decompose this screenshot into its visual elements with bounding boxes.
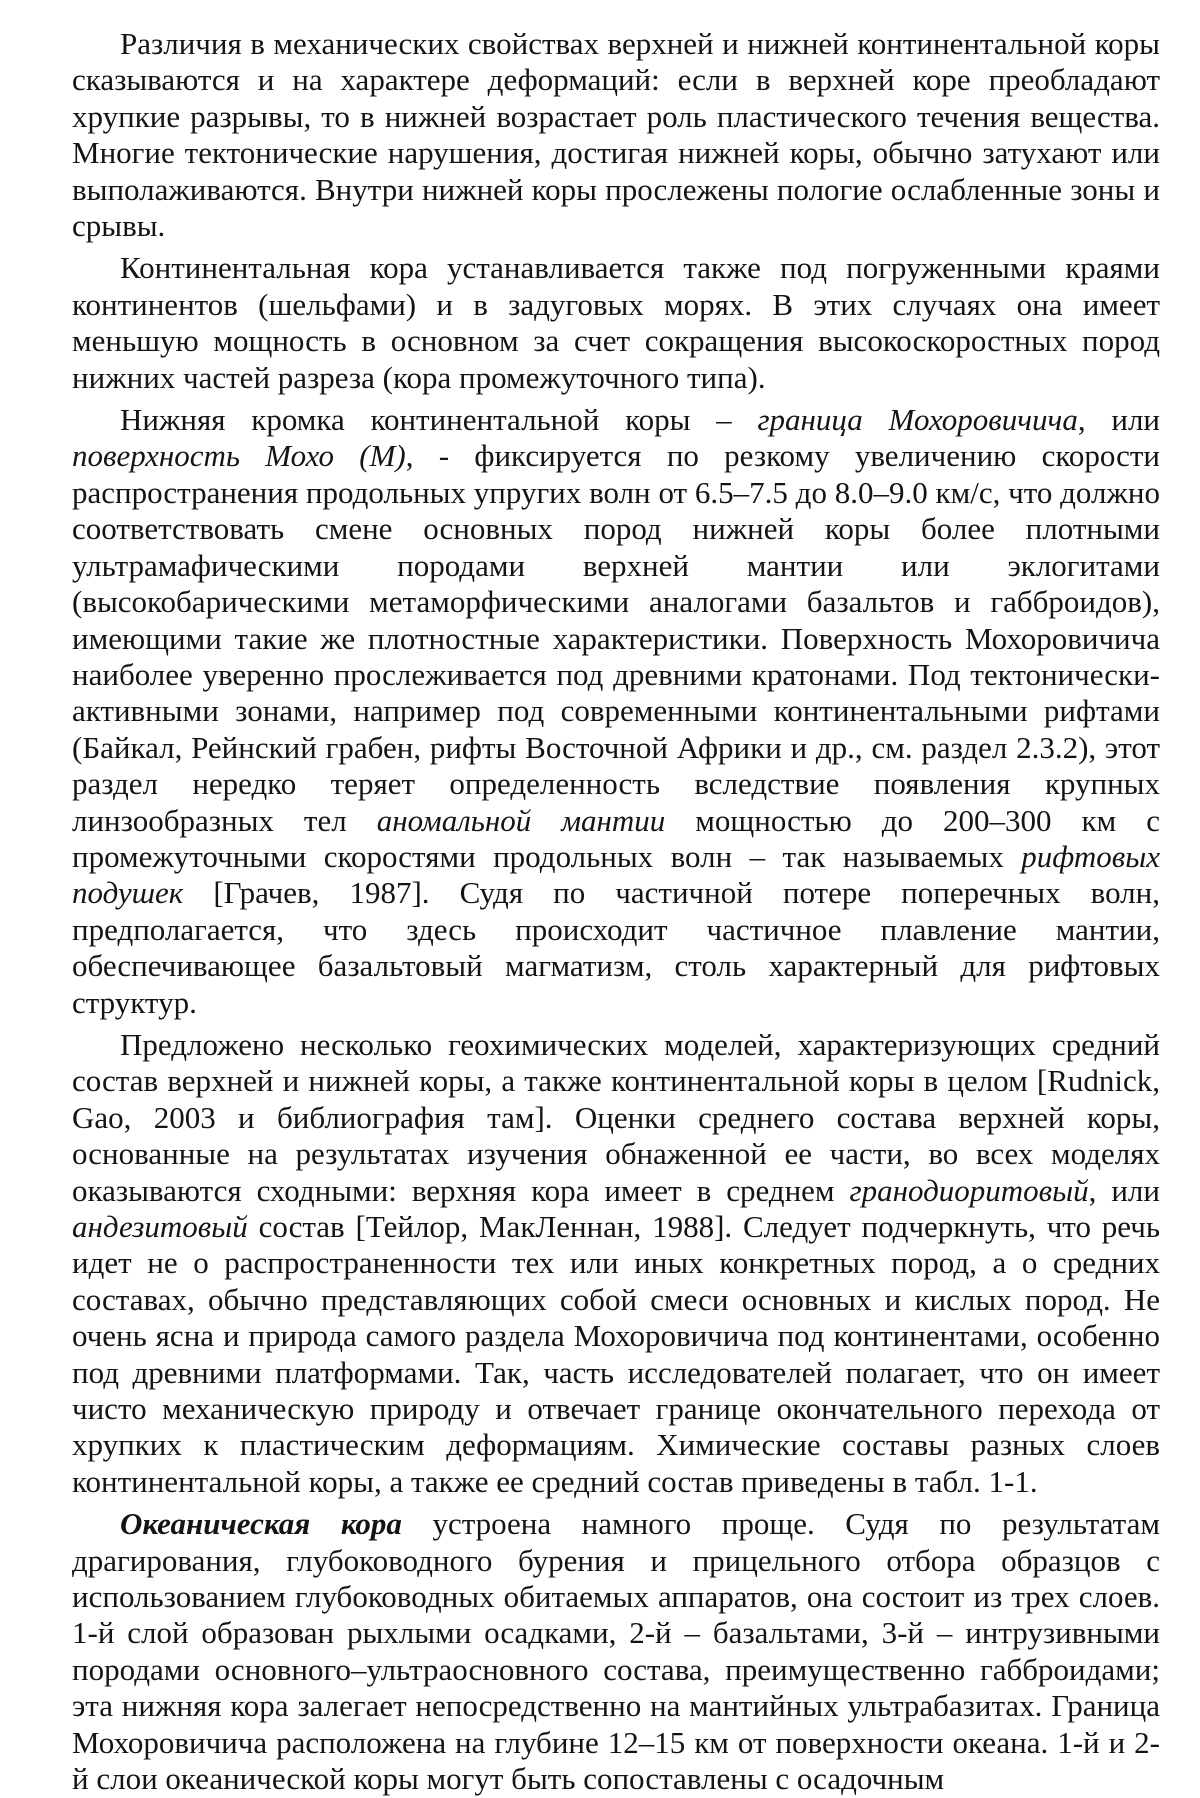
- term-andesite: андезитовый: [72, 1209, 248, 1244]
- paragraph-text: Континентальная кора устанавливается также под погруженными краями континентов (шельфами) и в задуговых морях. В этих случаях она имеет меньшую мощность в основном за счет сокращения высокоскоростных пород нижних частей разреза (кора промежуточного типа).: [72, 250, 1160, 395]
- paragraph-text: устроена намного проще. Судя по результатам драгирования, глубоководного бурения и прицельного отбора образцов с использованием глубоководных обитаемых аппаратов, она состоит из трех слоев. 1-й слой образован рыхлыми осадками, 2-й – базальтами, 3-й – интрузивными породами основного–ультраосновного состава, преимущественно габброидами; эта нижняя кора залегает непосредственно на мантийных ультрабазитах. Граница Мохоровичича расположена на глубине 12–15 км от поверхности океана. 1-й и 2-й слои океанической коры могут быть сопоставлены с осадочным: [72, 1506, 1160, 1797]
- paragraph-text: , или: [1088, 1172, 1160, 1208]
- paragraph-oceanic-crust: [72, 1506, 1160, 1797]
- paragraph-text: мощностью до 200–300 км с промежуточными скоростями продольных волн – так называемых: [72, 802, 1160, 874]
- term-granodiorite: гранодиоритовый: [849, 1172, 1089, 1208]
- paragraph-geochemical-models: [72, 1027, 1160, 1500]
- paragraph-text: Нижняя кромка континентальной коры –: [120, 402, 758, 438]
- term-moho-boundary: граница Мохоровичича: [757, 402, 1078, 438]
- paragraph-upper-lower-crust-deformation: [72, 26, 1160, 244]
- term-moho-surface: поверхность Мохо (M): [72, 438, 406, 474]
- paragraph-text: [Грачев, 1987]. Судя по частичной потере поперечных волн, предполагается, что здесь происходит частичное плавление мантии, обеспечивающее базальтовый магматизм, столь характерный для рифтовых структур.: [72, 875, 1160, 1020]
- term-anomalous-mantle: аномальной мантии: [376, 802, 666, 838]
- paragraph-text: Предложено несколько геохимических моделей, характеризующих средний состав верхней и нижней коры, а также континентальной коры в целом [Rudnick, Gao, 2003 и библиография там]. Оценки среднего состава верхней коры, основанные на результатах изучения обнаженной ее части, во всех моделях оказываются сходными: верхняя кора имеет в среднем: [72, 1026, 1160, 1208]
- paragraph-text: , - фиксируется по резкому увеличению скорости распространения продольных упругих волн от 6.5–7.5 до 8.0–9.0 км/с, что должно соответствовать смене основных пород нижней коры более плотными ультрамафическими породами верхней мантии или эклогитами (высокобарическими метаморфическими аналогами базальтов и габброидов), имеющими такие же плотностные характеристики. Поверхность Мохоровичича наиболее уверенно прослеживается под древними кратонами. Под тектонически-активными зонами, например под современными континентальными рифтами (Байкал, Рейнский грабен, рифты Восточной Африки и др., см. раздел 2.3.2), этот раздел нередко теряет определенность вследствие появления крупных линзообразных тел: [72, 438, 1160, 838]
- paragraph-continental-crust-margins: [72, 250, 1160, 396]
- term-oceanic-crust: Океаническая кора: [120, 1506, 402, 1542]
- paragraph-text: , или: [1077, 402, 1161, 438]
- paragraph-text: состав [Тейлор, МакЛеннан, 1988]. Следует подчеркнуть, что речь идет не о распространенности тех или иных конкретных пород, а о средних составах, обычно представляющих собой смеси основных и кислых пород. Не очень ясна и природа самого раздела Мохоровичича под континентами, особенно под древними платформами. Так, часть исследователей полагает, что он имеет чисто механическую природу и отвечает границе окончательного перехода от хрупких к пластическим деформациям. Химические составы разных слоев континентальной коры, а также ее средний состав приведены в табл. 1-1.: [72, 1209, 1160, 1499]
- paragraph-moho-boundary: [72, 402, 1160, 1021]
- paragraph-text: Различия в механических свойствах верхней и нижней континентальной коры сказываются и на характере деформаций: если в верхней коре преобладают хрупкие разрывы, то в нижней возрастает роль пластического течения вещества. Многие тектонические нарушения, достигая нижней коры, обычно затухают или выполаживаются. Внутри нижней коры прослежены пологие ослабленные зоны и срывы.: [72, 26, 1160, 244]
- term-rift-cushions: рифтовых подушек: [72, 838, 1160, 911]
